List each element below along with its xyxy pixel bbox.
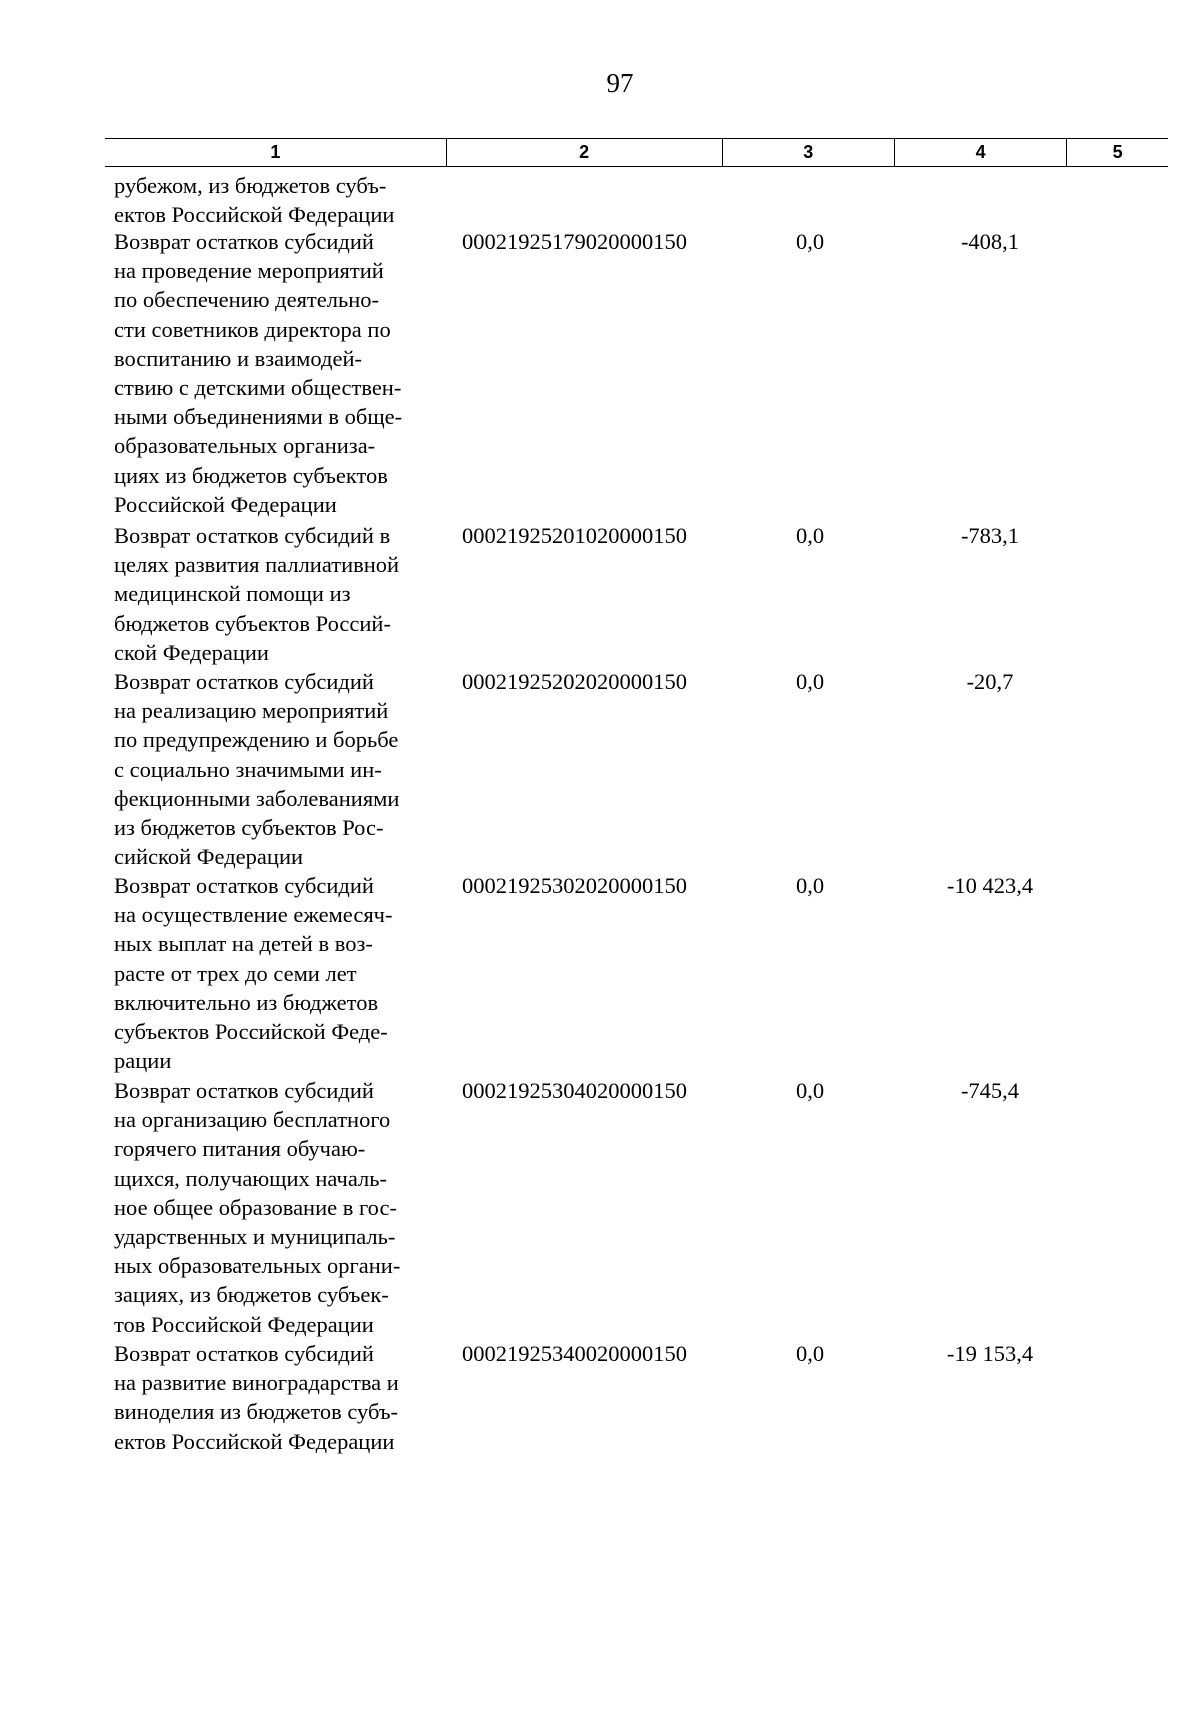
row-code: 00021925179020000150 [462,229,687,254]
row-value-col4: -745,4 [960,1078,1020,1103]
row-description: Возврат остатков субсидий на проведение мероприятий по обеспечению деятельно- сти советников директора по воспитанию и взаимодей- ствию с детскими обществен- ными объединениями в обще- образовательных организа- циях из бюджетов субъектов Российской Федерации [114,229,403,517]
row-code: 00021925201020000150 [462,523,687,548]
row-value-col4: -10 423,4 [946,873,1034,898]
row-description: Возврат остатков субсидий на организацию бесплатного горячего питания обучаю- щихся, получающих началь- ное общее образование в гос- ударственных и муниципаль- ных образовательных органи- зациях, из бюджетов субъек- тов Российской Федерации [114,1078,401,1337]
row-value-col3: 0,0 [795,873,825,898]
row-value-col3: 0,0 [795,523,825,548]
row-value-col3: 0,0 [795,1078,825,1103]
row-description: рубежом, из бюджетов субъ- ектов Российской Федерации [114,173,395,228]
row-description: Возврат остатков субсидий на осуществление ежемесяч- ных выплат на детей в воз- расте от трех до семи лет включительно из бюджетов субъектов Российской Феде- рации [114,873,393,1074]
row-value-col3: 0,0 [795,1341,825,1366]
header-col-5: 5 [1067,139,1168,167]
header-col-2: 2 [446,139,722,167]
row-code: 00021925202020000150 [462,669,687,694]
row-value-col3: 0,0 [795,669,825,694]
row-value-col4: -408,1 [960,229,1020,254]
row-description: Возврат остатков субсидий в целях развития паллиативной медицинской помощи из бюджетов субъектов Россий- ской Федерации [114,523,400,665]
header-col-1: 1 [105,139,446,167]
row-code: 00021925302020000150 [462,873,687,898]
row-value-col4: -19 153,4 [946,1341,1034,1366]
table-header [105,138,1168,167]
row-value-col3: 0,0 [795,229,825,254]
header-col-4: 4 [894,139,1066,167]
header-col-3: 3 [722,139,894,167]
row-code: 00021925304020000150 [462,1078,687,1103]
row-value-col4: -20,7 [966,669,1014,694]
row-code: 00021925340020000150 [462,1341,687,1366]
row-description: Возврат остатков субсидий на развитие виноградарства и виноделия из бюджетов субъ- ектов Российской Федерации [114,1341,399,1454]
row-value-col4: -783,1 [960,523,1020,548]
row-description: Возврат остатков субсидий на реализацию мероприятий по предупреждению и борьбе с социально значимыми ин- фекционными заболеваниями из бюджетов субъектов Рос- сийской Федерации [114,669,400,870]
page-number: 97 [606,68,634,98]
